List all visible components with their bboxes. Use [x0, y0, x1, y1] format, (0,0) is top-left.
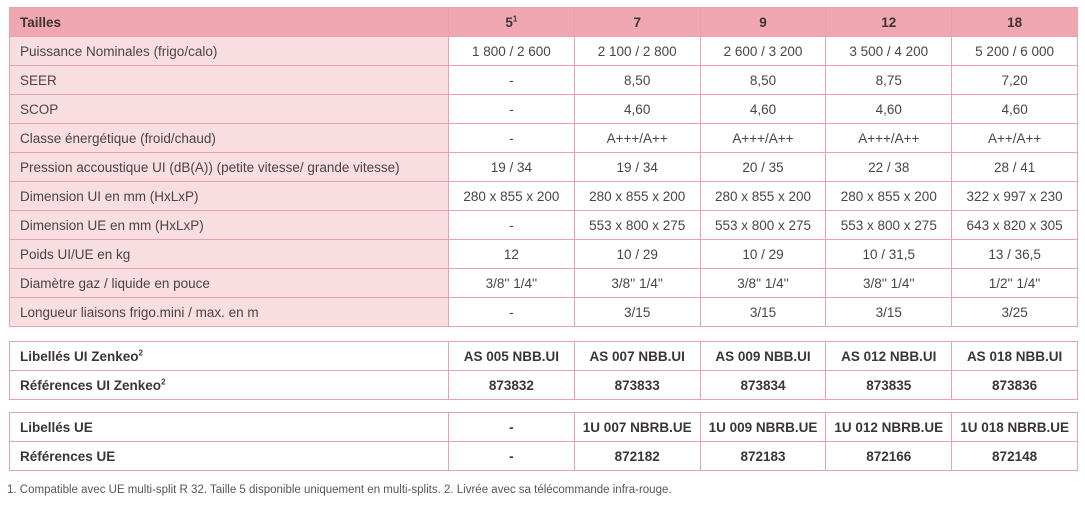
- row-label-cell: [10, 269, 449, 298]
- value-cell: -: [449, 298, 575, 327]
- value-cell: 280 x 855 x 200: [449, 182, 575, 211]
- value-cell: 22 / 38: [826, 153, 952, 182]
- value-cell: 8,50: [700, 66, 826, 95]
- value-cell: 3/8'' 1/4'': [574, 269, 700, 298]
- row-label: SCOP: [20, 101, 59, 117]
- value-cell: 3/8'' 1/4'': [700, 269, 826, 298]
- row-label: Diamètre gaz / liquide en pouce: [20, 275, 210, 291]
- value-cell: 3/8'' 1/4'': [826, 269, 952, 298]
- value-cell: 4,60: [574, 95, 700, 124]
- row-label-cell: [10, 37, 449, 66]
- row-label-cell: [10, 342, 449, 371]
- ui-reference-row: [10, 342, 1078, 371]
- row-label: Classe énergétique (froid/chaud): [20, 130, 216, 146]
- size-header-cell: [952, 8, 1078, 37]
- value-cell: A+++/A++: [700, 124, 826, 153]
- footnote-marker: 1: [512, 14, 518, 23]
- size-label: 5: [505, 14, 513, 30]
- value-cell: 873833: [574, 371, 700, 400]
- value-cell: 19 / 34: [574, 153, 700, 182]
- size-header-cell: [449, 8, 575, 37]
- sizes-header-row: [10, 8, 1078, 37]
- value-cell: 1U 018 NBRB.UE: [952, 413, 1078, 442]
- value-cell: 873835: [826, 371, 952, 400]
- footnote: 1. Compatible avec UE multi-split R 32. Taille 5 disponible uniquement en multi-splits. 2. Livrée avec sa télécommande infra-rouge.: [7, 484, 672, 496]
- value-cell: 4,60: [700, 95, 826, 124]
- spec-row: [10, 37, 1078, 66]
- spec-row: [10, 240, 1078, 269]
- value-cell: 8,75: [826, 66, 952, 95]
- value-cell: 280 x 855 x 200: [700, 182, 826, 211]
- size-label: 7: [633, 14, 641, 30]
- footnote-marker: 2: [161, 377, 166, 386]
- value-cell: AS 018 NBB.UI: [952, 342, 1078, 371]
- row-label-cell: [10, 371, 449, 400]
- row-label: Pression accoustique UI (dB(A)) (petite vitesse/ grande vitesse): [20, 159, 400, 175]
- value-cell: -: [449, 66, 575, 95]
- value-cell: AS 012 NBB.UI: [826, 342, 952, 371]
- spec-row: [10, 124, 1078, 153]
- value-cell: 3/15: [826, 298, 952, 327]
- value-cell: 553 x 800 x 275: [826, 211, 952, 240]
- value-cell: 10 / 29: [574, 240, 700, 269]
- value-cell: 643 x 820 x 305: [952, 211, 1078, 240]
- value-cell: 3 500 / 4 200: [826, 37, 952, 66]
- value-cell: 873836: [952, 371, 1078, 400]
- spec-row: [10, 66, 1078, 95]
- value-cell: 7,20: [952, 66, 1078, 95]
- value-cell: 13 / 36,5: [952, 240, 1078, 269]
- value-cell: 1U 012 NBRB.UE: [826, 413, 952, 442]
- value-cell: -: [449, 413, 575, 442]
- spec-row: [10, 211, 1078, 240]
- value-cell: 280 x 855 x 200: [826, 182, 952, 211]
- row-label: Références UI Zenkeo: [20, 377, 162, 393]
- size-label: 9: [759, 14, 767, 30]
- value-cell: 2 100 / 2 800: [574, 37, 700, 66]
- row-label-cell: [10, 182, 449, 211]
- row-label-cell: [10, 298, 449, 327]
- specifications-table: [9, 7, 1078, 327]
- value-cell: A+++/A++: [574, 124, 700, 153]
- row-label-cell: [10, 124, 449, 153]
- value-cell: 553 x 800 x 275: [574, 211, 700, 240]
- size-label: 18: [1007, 14, 1023, 30]
- value-cell: 3/8'' 1/4'': [449, 269, 575, 298]
- value-cell: AS 009 NBB.UI: [700, 342, 826, 371]
- size-header-cell: [700, 8, 826, 37]
- value-cell: 873834: [700, 371, 826, 400]
- sizes-header-label: Tailles: [10, 8, 449, 37]
- value-cell: -: [449, 442, 575, 471]
- row-label-cell: [10, 413, 449, 442]
- row-label: Libellés UI Zenkeo: [20, 348, 139, 364]
- value-cell: 872148: [952, 442, 1078, 471]
- value-cell: A+++/A++: [826, 124, 952, 153]
- value-cell: 5 200 / 6 000: [952, 37, 1078, 66]
- value-cell: 280 x 855 x 200: [574, 182, 700, 211]
- spec-row: [10, 182, 1078, 211]
- value-cell: 10 / 29: [700, 240, 826, 269]
- row-label-cell: [10, 442, 449, 471]
- ui-reference-row: [10, 371, 1078, 400]
- value-cell: 872182: [574, 442, 700, 471]
- value-cell: 3/15: [700, 298, 826, 327]
- value-cell: 872166: [826, 442, 952, 471]
- value-cell: 1 800 / 2 600: [449, 37, 575, 66]
- row-label: Puissance Nominales (frigo/calo): [20, 43, 218, 59]
- value-cell: 8,50: [574, 66, 700, 95]
- row-label: Dimension UE en mm (HxLxP): [20, 217, 204, 233]
- value-cell: 3/15: [574, 298, 700, 327]
- ue-reference-row: [10, 442, 1078, 471]
- row-label-cell: [10, 153, 449, 182]
- value-cell: 10 / 31,5: [826, 240, 952, 269]
- ue-references-table: [9, 412, 1078, 471]
- row-label-cell: [10, 66, 449, 95]
- spec-row: [10, 269, 1078, 298]
- value-cell: -: [449, 211, 575, 240]
- value-cell: 872183: [700, 442, 826, 471]
- ue-reference-row: [10, 413, 1078, 442]
- row-label: Dimension UI en mm (HxLxP): [20, 188, 199, 204]
- row-label: Références UE: [20, 448, 116, 464]
- value-cell: 322 x 997 x 230: [952, 182, 1078, 211]
- row-label-cell: [10, 95, 449, 124]
- footnote-marker: 2: [138, 348, 143, 357]
- row-label: Poids UI/UE en kg: [20, 246, 131, 262]
- value-cell: 1/2'' 1/4'': [952, 269, 1078, 298]
- value-cell: AS 005 NBB.UI: [449, 342, 575, 371]
- value-cell: A++/A++: [952, 124, 1078, 153]
- value-cell: 873832: [449, 371, 575, 400]
- spec-row: [10, 153, 1078, 182]
- row-label-cell: [10, 240, 449, 269]
- row-label-cell: [10, 211, 449, 240]
- spec-row: [10, 95, 1078, 124]
- spec-row: [10, 298, 1078, 327]
- value-cell: 1U 009 NBRB.UE: [700, 413, 826, 442]
- value-cell: 12: [449, 240, 575, 269]
- ui-references-table: [9, 341, 1078, 400]
- size-header-cell: [574, 8, 700, 37]
- value-cell: AS 007 NBB.UI: [574, 342, 700, 371]
- row-label: Longueur liaisons frigo.mini / max. en m: [20, 304, 259, 320]
- row-label: SEER: [20, 72, 57, 88]
- size-label: 12: [881, 14, 897, 30]
- value-cell: 19 / 34: [449, 153, 575, 182]
- value-cell: 2 600 / 3 200: [700, 37, 826, 66]
- value-cell: 28 / 41: [952, 153, 1078, 182]
- value-cell: -: [449, 124, 575, 153]
- value-cell: 553 x 800 x 275: [700, 211, 826, 240]
- value-cell: 4,60: [826, 95, 952, 124]
- value-cell: 3/25: [952, 298, 1078, 327]
- value-cell: 1U 007 NBRB.UE: [574, 413, 700, 442]
- value-cell: 20 / 35: [700, 153, 826, 182]
- value-cell: 4,60: [952, 95, 1078, 124]
- value-cell: -: [449, 95, 575, 124]
- row-label: Libellés UE: [20, 419, 93, 435]
- size-header-cell: [826, 8, 952, 37]
